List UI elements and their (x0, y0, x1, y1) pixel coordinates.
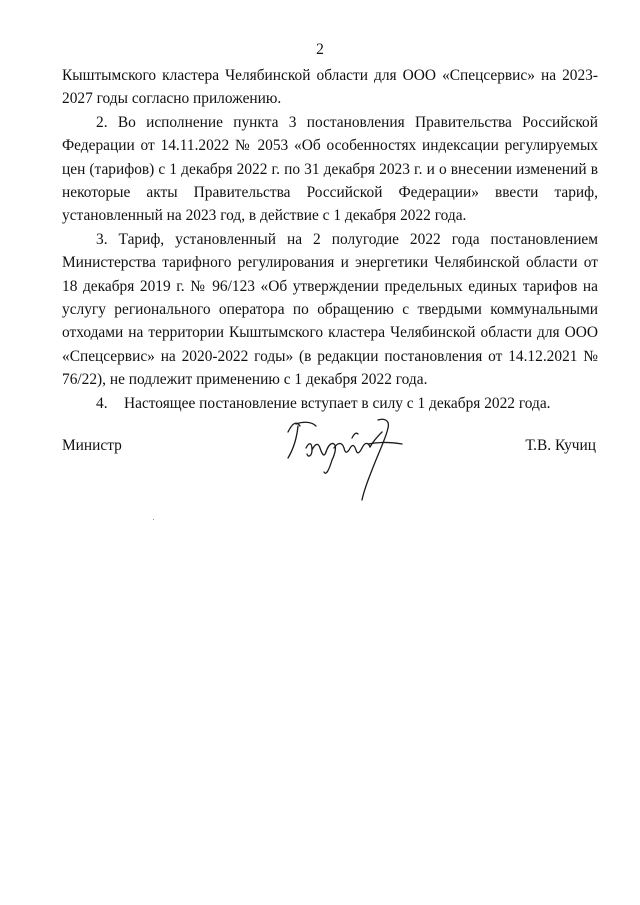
paragraph-4-text: Настоящее постановление вступает в силу с 1 декабря 2022 года. (124, 394, 551, 412)
paragraph-4-number: 4. (96, 394, 108, 412)
paragraph-3: 3. Тариф, установленный на 2 полугодие 2022 года постановлением Министерства тарифного регулирования и энергетики Челябинской области от 18 декабря 2019 г. № 96/123 «Об утверждении предельных единых тарифов на услугу регионального оператора по обращению с твердыми коммунальными отходами на территории Кыштымского кластера Челябинской области для ООО «Спецсервис» на 2020-2022 годы» (в редакции постановления от 14.12.2021 № 76/22), не подлежит применению с 1 декабря 2022 года. (62, 230, 598, 389)
document-body (62, 64, 598, 415)
handwritten-signature-icon (282, 414, 422, 510)
page-number: 2 (316, 41, 324, 58)
paragraph-1-continuation: Кыштымского кластера Челябинской области для ООО «Спецсервис» на 2023-2027 годы согласно приложению. (62, 67, 598, 108)
paragraph-4 (62, 392, 598, 415)
paragraph-2: 2. Во исполнение пункта 3 постановления Правительства Российской Федерации от 14.11.2022 № 2053 «Об особенностях индексации регулируемых цен (тарифов) с 1 декабря 2022 г. по 31 декабря 2023 г. и о внесении изменений в некоторые акты Правительства Российской Федерации» ввести тариф, установленный на 2023 год, в действие с 1 декабря 2022 года. (62, 113, 598, 225)
signatory-name: Т.В. Кучиц (525, 437, 596, 454)
scan-speck (153, 519, 154, 520)
signatory-position: Министр (62, 437, 122, 454)
